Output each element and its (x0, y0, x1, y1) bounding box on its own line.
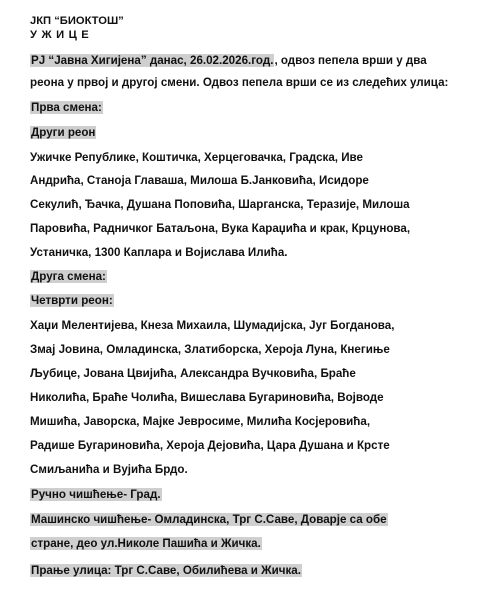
second-shift-street-line: Љубице, Јована Цвијића, Александра Вучковића, Браће (30, 367, 356, 380)
second-shift-street-line: Смиљанића и Вујића Брдо. (30, 463, 188, 476)
second-shift-street-line: Змај Јовина, Омладинска, Златиборска, Хероја Луна, Кнегиње (30, 343, 390, 356)
work-unit-date: РЈ “Јавна Хигијена” данас, 26.02.2026.год. (31, 54, 274, 67)
first-shift-region (30, 125, 96, 140)
machine-cleaning-text-2: стране, део ул.Николе Пашића и Жичка. (31, 537, 261, 550)
intro-line-2: реона у првој и другој смени. Одвоз пепела врши се из следећих улица: (30, 76, 449, 89)
second-shift-street-line: Николића, Браће Чолића, Вишеслава Бугариновића, Војводе (30, 391, 384, 404)
first-shift-street-line: Секулић, Ђачка, Душана Поповића, Шарганска, Теразије, Милоша (30, 198, 410, 211)
intro-line-1-rest: , одвоз пепела врши у два (274, 54, 427, 67)
second-shift-region (30, 293, 114, 308)
manual-cleaning-line (30, 487, 162, 502)
intro-line-1 (30, 53, 427, 68)
machine-cleaning-line-1 (30, 512, 388, 527)
first-shift-street-line: Устаничка, 1300 Каплара и Војислава Илића. (30, 246, 288, 259)
manual-cleaning-text: Ручно чишћење- Град. (31, 488, 161, 501)
second-shift-street-line: Радише Бугариновића, Хероја Дејовића, Цара Душана и Крсте (30, 439, 390, 452)
city-name: УЖИЦЕ (30, 29, 94, 41)
second-shift-street-line: Мишића, Јаворска, Мајке Јевросиме, Милића Косјеровића, (30, 415, 371, 428)
machine-cleaning-text-1: Машинско чишћење- Омладинска, Трг С.Саве, Доварје са обе (31, 513, 387, 526)
street-washing-line (30, 563, 302, 578)
first-shift-street-line: Ужичке Републике, Коштичка, Херцеговачка, Градска, Иве (30, 151, 363, 164)
second-shift-title-text: Друга смена: (31, 270, 106, 283)
first-shift-region-text: Други реон (31, 126, 96, 139)
second-shift-region-text: Четврти реон: (31, 294, 113, 307)
street-washing-text: Прање улица: Трг С.Саве, Обилићева и Жичка. (31, 564, 301, 577)
second-shift-title (30, 269, 107, 284)
second-shift-street-line: Хаџи Мелентијева, Кнеза Михаила, Шумадијска, Југ Богданова, (30, 319, 395, 332)
first-shift-title-text: Прва смена: (31, 101, 102, 114)
machine-cleaning-line-2 (30, 536, 262, 551)
first-shift-street-line: Паровића, Радничког Батаљона, Вука Караџића и крак, Крцунова, (30, 222, 411, 235)
company-name: ЈКП “БИОКТОШ” (30, 15, 124, 27)
first-shift-street-line: Андрића, Станоја Главаша, Милоша Б.Јанковића, Исидоре (30, 174, 369, 187)
first-shift-title (30, 100, 103, 115)
